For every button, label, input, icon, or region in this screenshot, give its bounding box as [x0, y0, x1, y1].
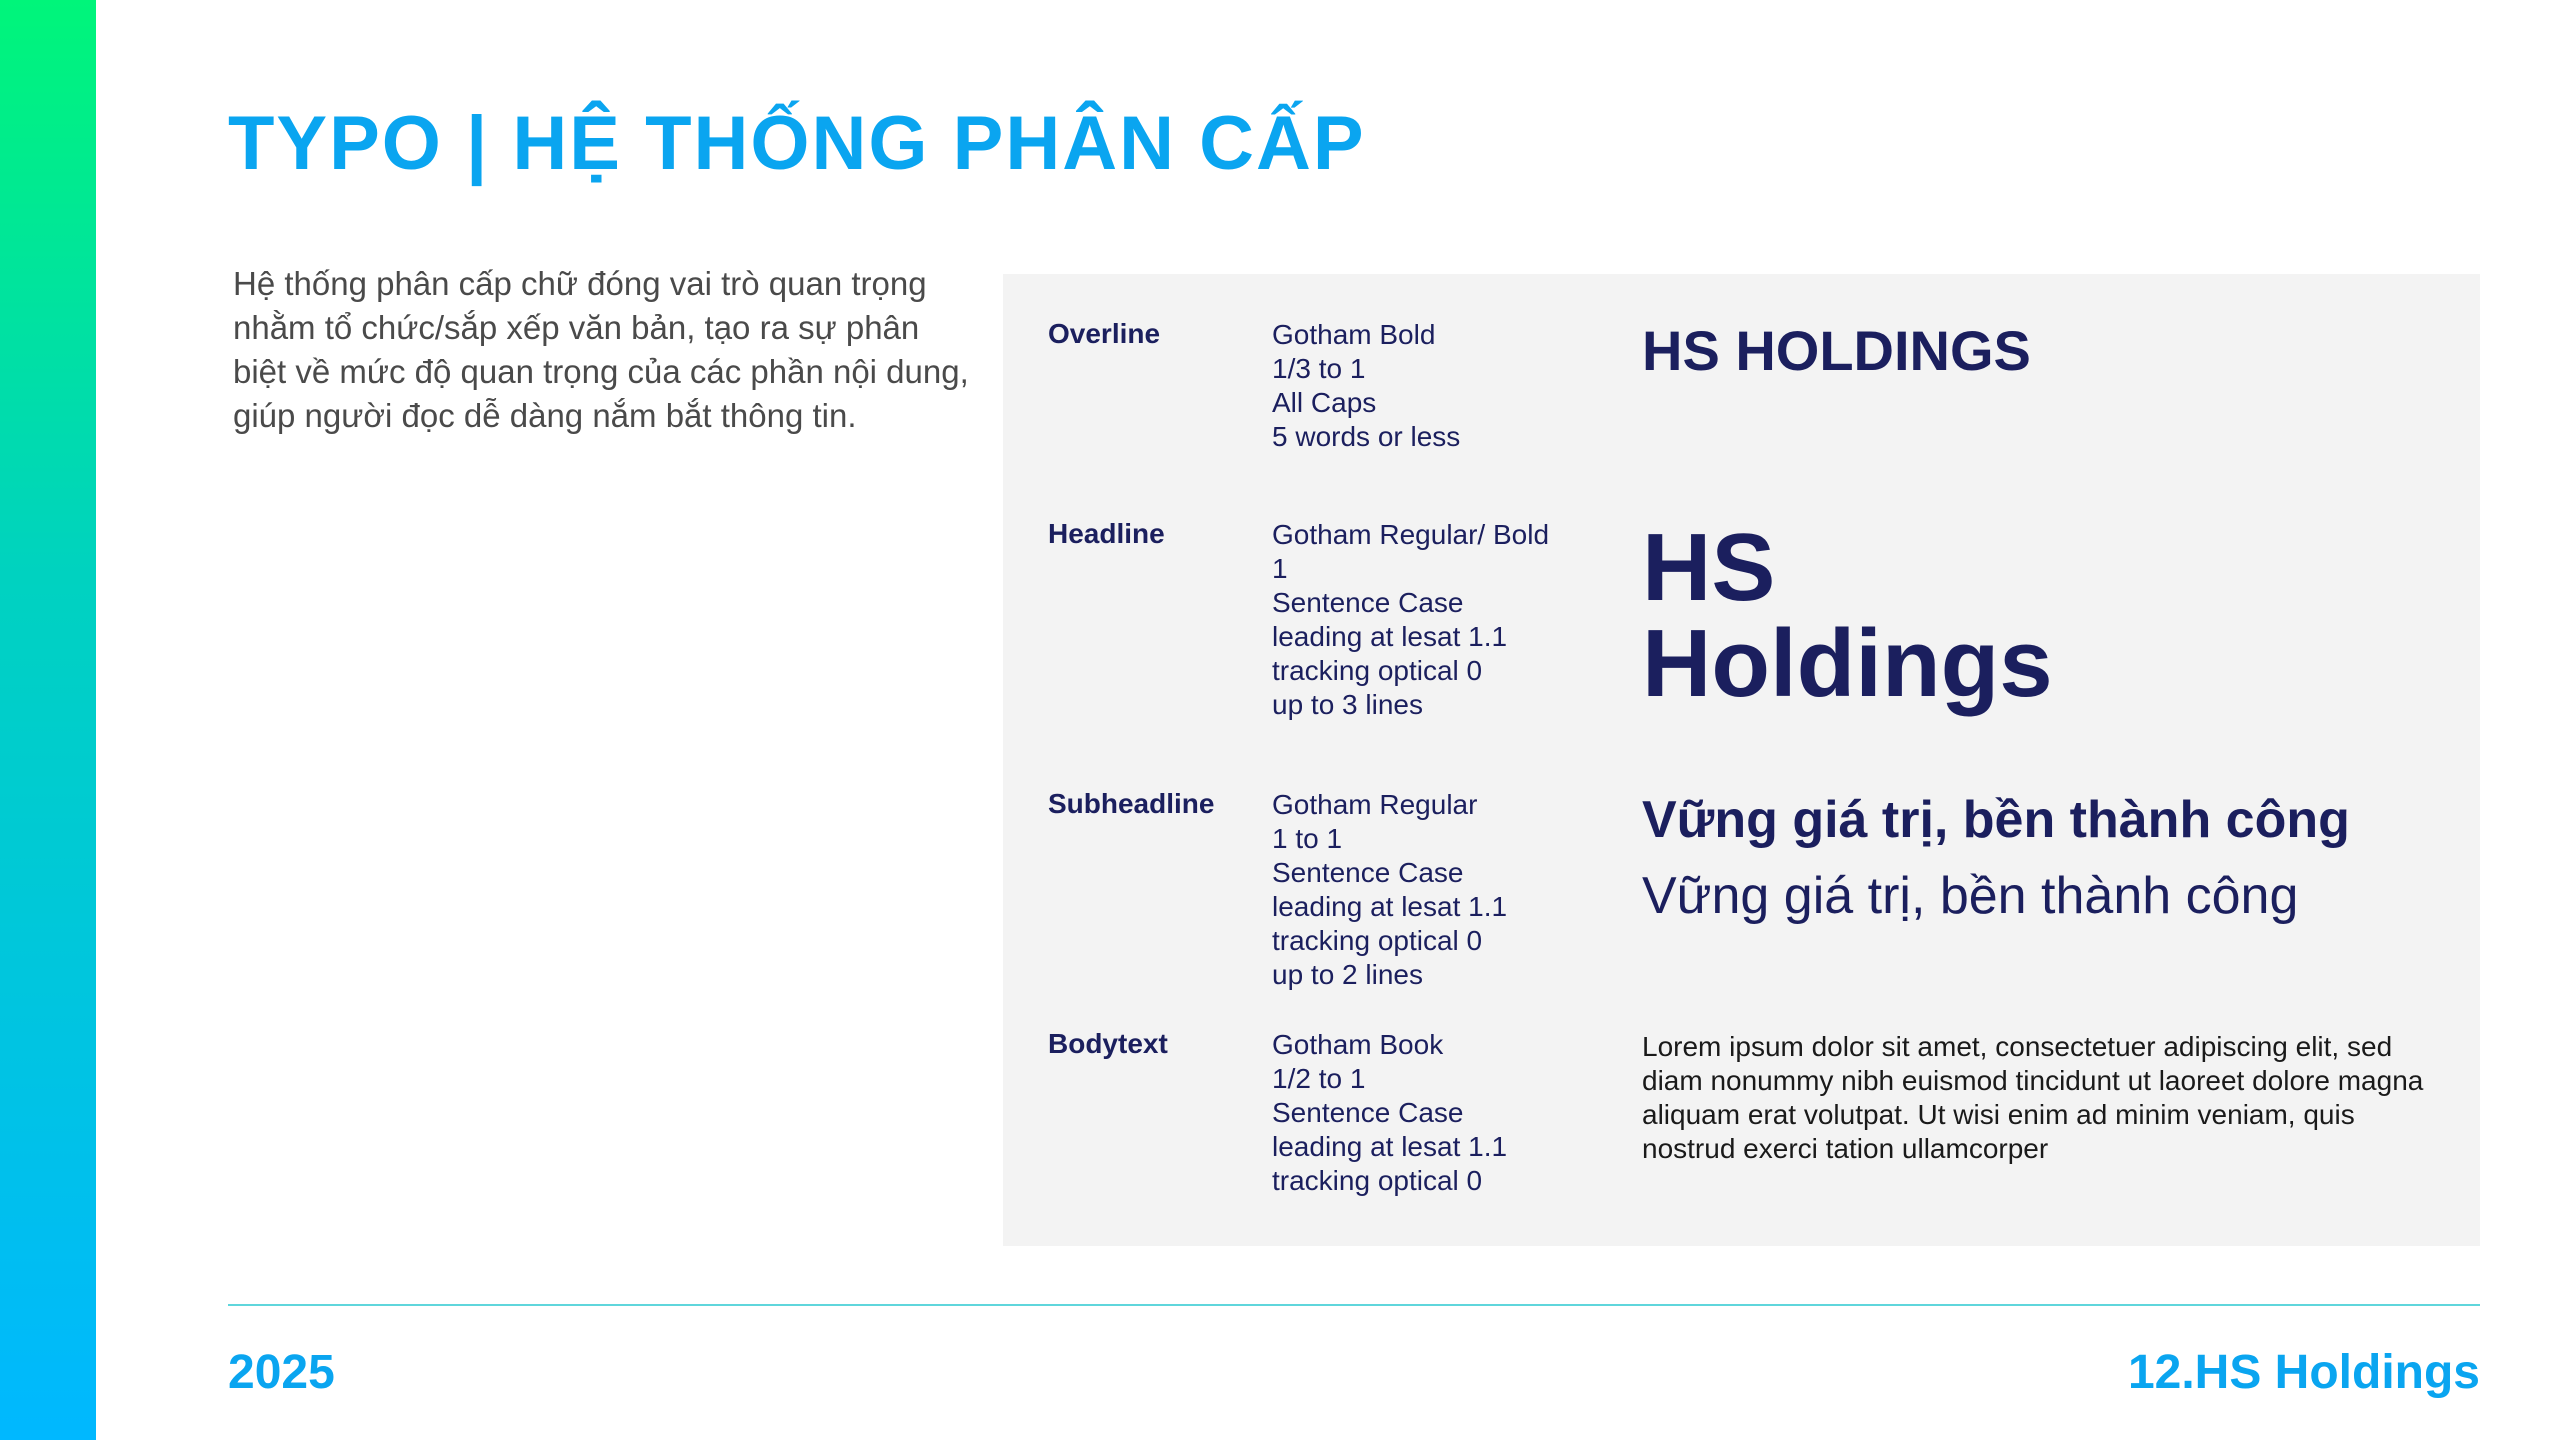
spec-line: Gotham Regular/ Bold [1272, 519, 1550, 550]
spec-line: tracking optical 0 [1272, 1165, 1483, 1196]
spec-line: up to 2 lines [1272, 959, 1423, 990]
spec-line: Sentence Case [1272, 1097, 1464, 1128]
bodytext-example: Lorem ipsum dolor sit amet, consectetuer adipiscing elit, sed diam nonummy nibh euismod tincidunt ut laoreet dolore magna aliquam erat volutpat. Ut wisi enim ad minim veniam, quis nostrud exerci tation ullamcorper [1642, 1031, 2424, 1164]
footer-year: 2025 [228, 1346, 335, 1399]
spec-line: leading at lesat 1.1 [1272, 891, 1508, 922]
row-label-bodytext: Bodytext [1048, 1028, 1168, 1059]
overline-example: HS HOLDINGS [1642, 319, 2031, 382]
spec-line: up to 3 lines [1272, 689, 1423, 720]
row-label-overline: Overline [1048, 318, 1161, 349]
gradient-side-bar [0, 0, 96, 1440]
subheadline-example-regular: Vững giá trị, bền thành công [1642, 867, 2299, 925]
spec-line: 1/2 to 1 [1272, 1063, 1366, 1094]
footer-divider [228, 1304, 2480, 1306]
spec-line: Sentence Case [1272, 857, 1464, 888]
spec-line: leading at lesat 1.1 [1272, 1131, 1508, 1162]
spec-line: Gotham Bold [1272, 319, 1436, 350]
headline-example-line: HS [1642, 514, 1776, 621]
spec-line: 1/3 to 1 [1272, 353, 1366, 384]
row-spec-bodytext [1272, 1028, 1507, 1198]
row-spec-headline [1272, 518, 1549, 722]
subheadline-example-bold: Vững giá trị, bền thành công [1642, 791, 2350, 849]
headline-example-line: Holdings [1642, 610, 2053, 717]
row-label-headline: Headline [1048, 518, 1165, 549]
page-title: TYPO | HỆ THỐNG PHÂN CẤP [228, 101, 1366, 186]
spec-line: leading at lesat 1.1 [1272, 621, 1508, 652]
intro-paragraph: Hệ thống phân cấp chữ đóng vai trò quan trọng nhằm tổ chức/sắp xếp văn bản, tạo ra sự phân biệt về mức độ quan trọng của các phần nội dung, giúp người đọc dễ dàng nắm bắt thông tin. [233, 265, 969, 434]
spec-line: tracking optical 0 [1272, 925, 1483, 956]
headline-example [1642, 514, 2053, 717]
spec-line: All Caps [1272, 387, 1377, 418]
spec-line: Gotham Book [1272, 1029, 1444, 1060]
spec-line: 1 [1272, 553, 1288, 584]
row-spec-overline [1272, 318, 1460, 454]
row-label-subheadline: Subheadline [1048, 788, 1215, 819]
spec-line: tracking optical 0 [1272, 655, 1483, 686]
row-spec-subheadline [1272, 788, 1507, 992]
spec-line: 5 words or less [1272, 421, 1461, 452]
spec-line: 1 to 1 [1272, 823, 1343, 854]
spec-line: Sentence Case [1272, 587, 1464, 618]
footer-page-label: 12.HS Holdings [2127, 1346, 2480, 1399]
spec-line: Gotham Regular [1272, 789, 1478, 820]
